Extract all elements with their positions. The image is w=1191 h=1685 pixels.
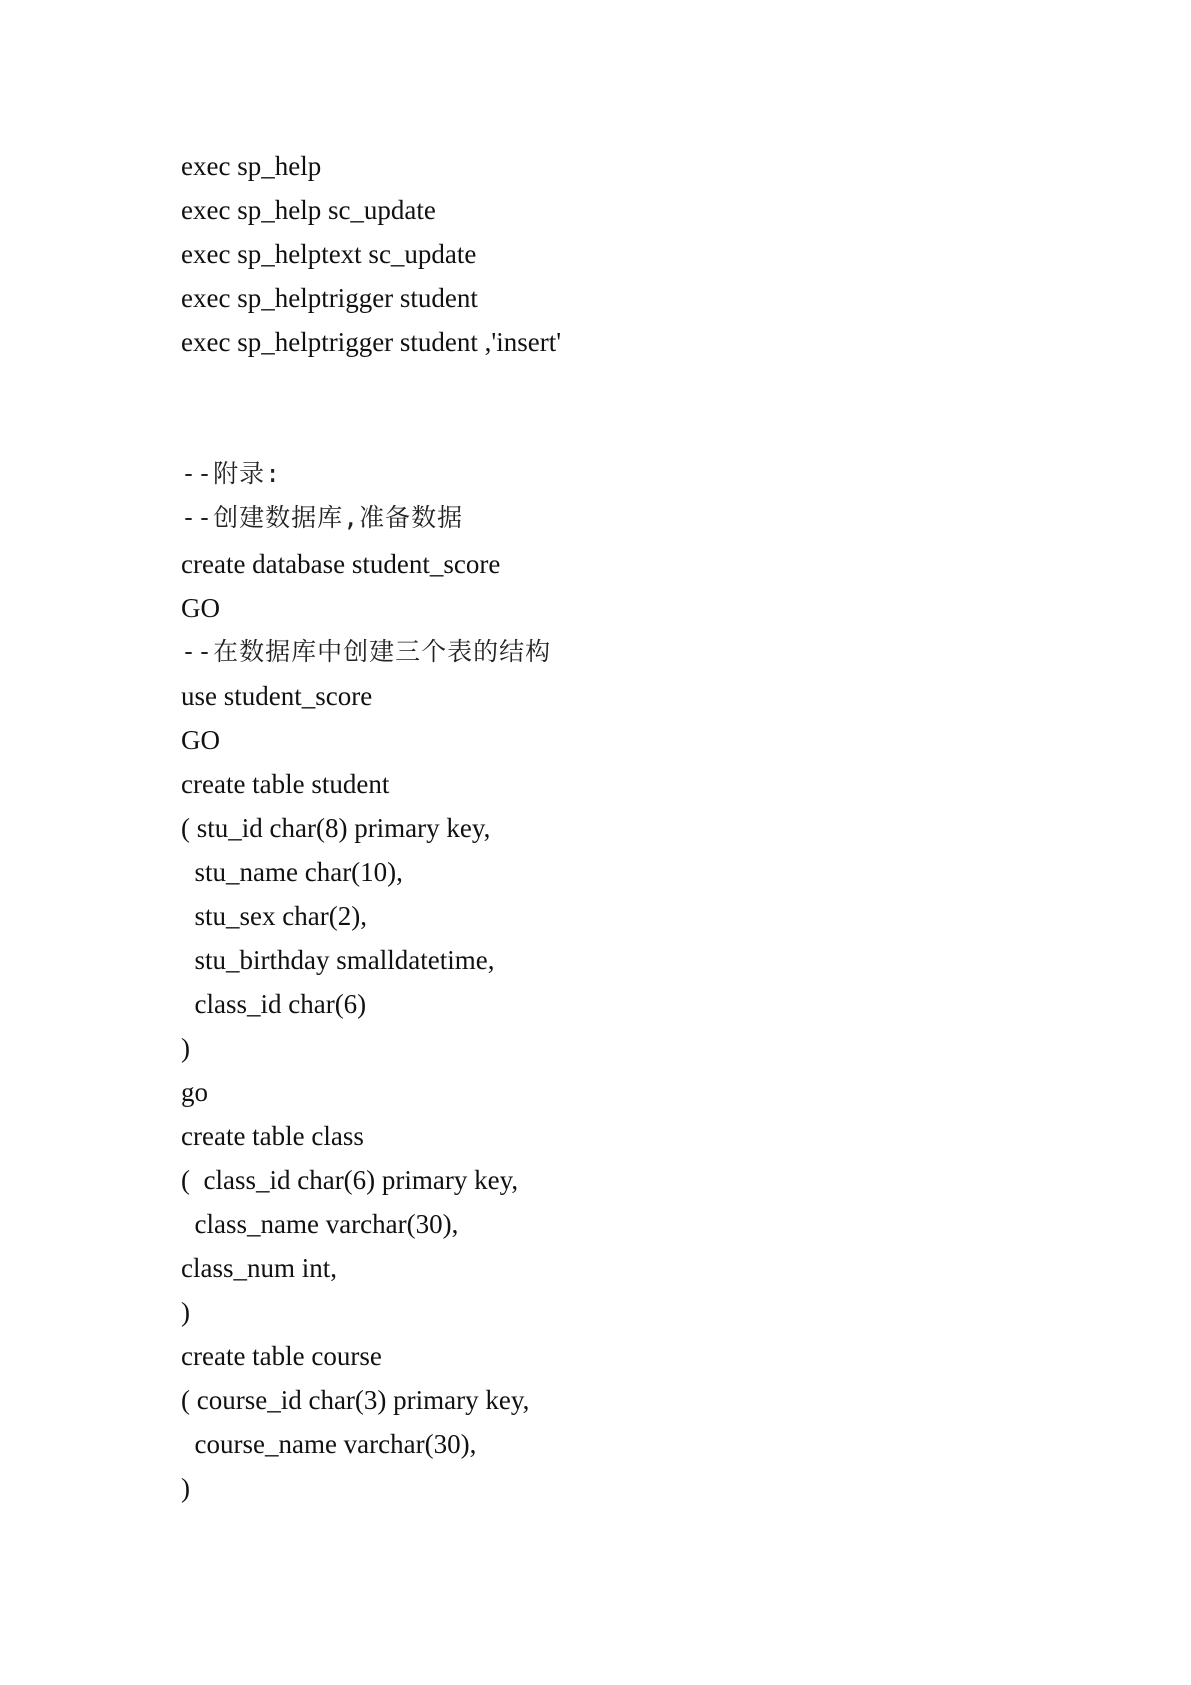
code-line: )	[181, 1033, 190, 1063]
code-line: GO	[181, 593, 220, 623]
code-line: stu_name char(10),	[181, 857, 403, 887]
code-line: create table student	[181, 769, 390, 799]
code-line: course_name varchar(30),	[181, 1429, 477, 1459]
code-line: ( stu_id char(8) primary key,	[181, 813, 491, 843]
code-line: exec sp_helptext sc_update	[181, 239, 477, 269]
code-line: GO	[181, 725, 220, 755]
code-line: class_name varchar(30),	[181, 1209, 459, 1239]
comment-line: --附录:	[181, 459, 282, 488]
comment-line: --创建数据库,准备数据	[181, 503, 464, 532]
comment-line: --在数据库中创建三个表的结构	[181, 637, 552, 666]
code-line: exec sp_helptrigger student	[181, 283, 478, 313]
code-line: create table course	[181, 1341, 382, 1371]
code-line: ( course_id char(3) primary key,	[181, 1385, 530, 1415]
code-line: class_id char(6)	[181, 989, 367, 1019]
code-line: exec sp_help	[181, 151, 322, 181]
code-line: create database student_score	[181, 549, 501, 579]
code-line: exec sp_helptrigger student ,'insert'	[181, 327, 562, 357]
code-line: stu_birthday smalldatetime,	[181, 945, 495, 975]
code-line: stu_sex char(2),	[181, 901, 367, 931]
code-line: )	[181, 1297, 190, 1327]
code-line: ( class_id char(6) primary key,	[181, 1165, 519, 1195]
code-line: create table class	[181, 1121, 364, 1151]
code-line: use student_score	[181, 681, 373, 711]
code-line: go	[181, 1077, 208, 1107]
code-line: class_num int,	[181, 1253, 337, 1283]
code-line: )	[181, 1473, 190, 1503]
code-line: exec sp_help sc_update	[181, 195, 436, 225]
